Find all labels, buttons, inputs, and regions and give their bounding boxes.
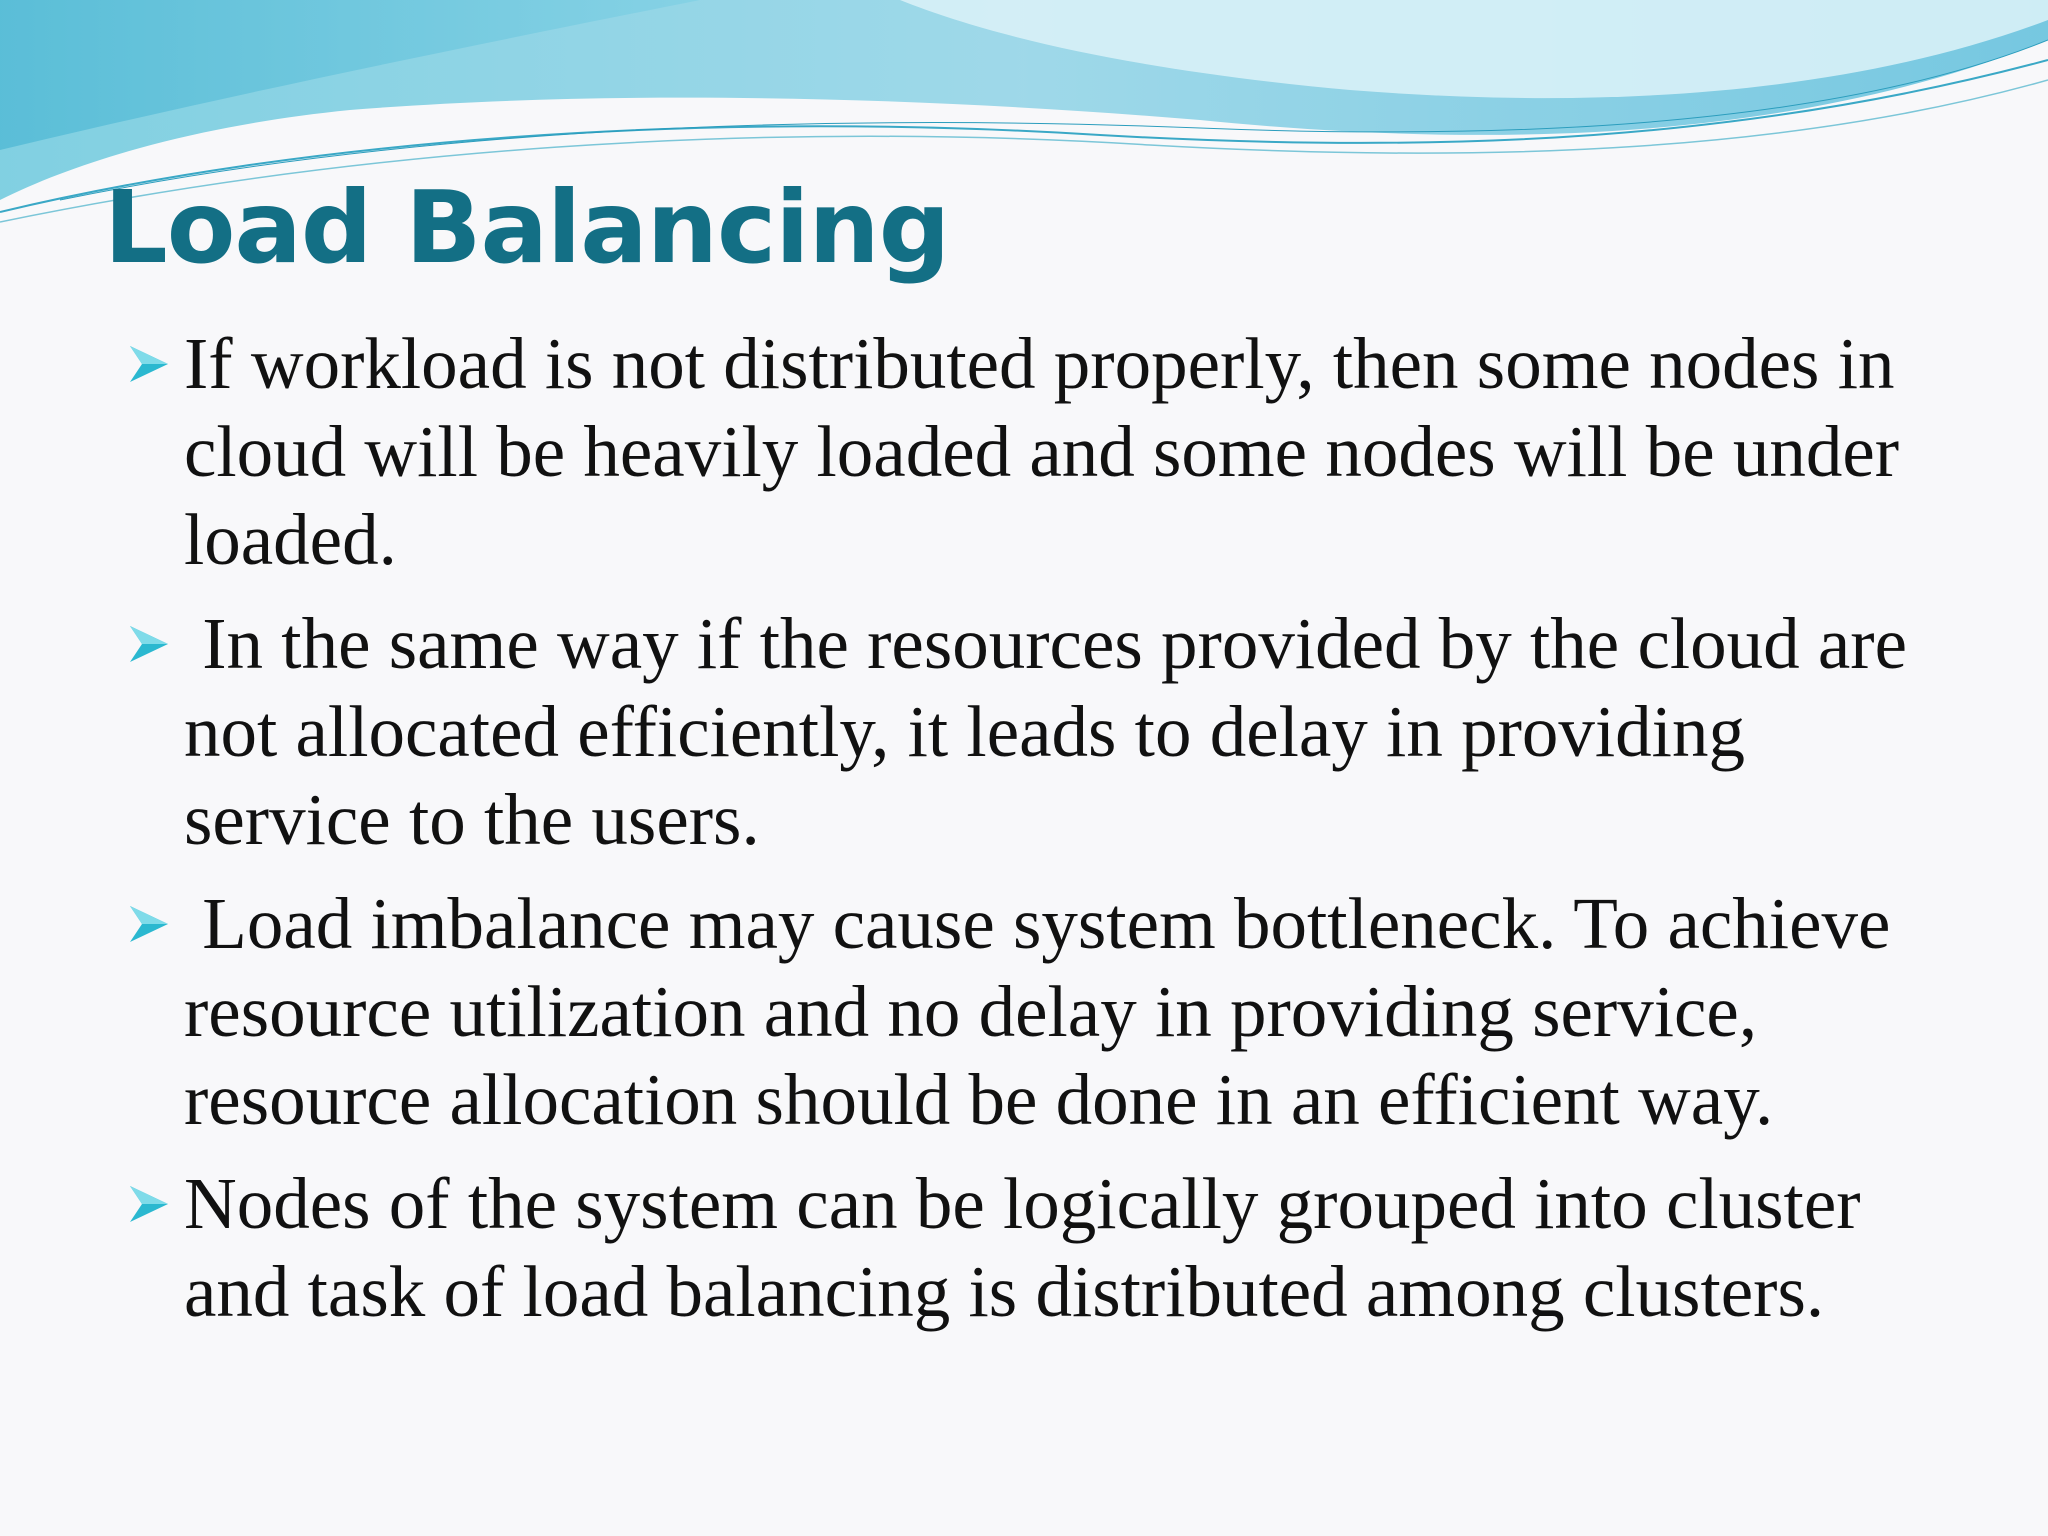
bullet-text: In the same way if the resources provided by the cloud are not allocated efficiently, it leads to delay in providing service to the users. [184, 603, 1926, 860]
arrowhead-bullet-icon [128, 902, 172, 946]
bullet-item [128, 320, 1948, 584]
bullet-text: Load imbalance may cause system bottleneck. To achieve resource utilization and no delay in providing service, resource allocation should be done in an efficient way. [184, 883, 1909, 1140]
arrowhead-bullet-icon [128, 342, 172, 386]
arrowhead-bullet-icon [128, 622, 172, 666]
slide-title: Load Balancing [104, 169, 950, 286]
bullet-item [128, 880, 1948, 1144]
arrowhead-bullet-icon [128, 1182, 172, 1226]
bullet-item [128, 1160, 1948, 1336]
bullet-list [128, 320, 1948, 1352]
bullet-text: If workload is not distributed properly, then some nodes in cloud will be heavily loaded and some nodes will be under loaded. [184, 323, 1900, 580]
bullet-text: Nodes of the system can be logically grouped into cluster and task of load balancing is distributed among clusters. [184, 1163, 1861, 1332]
bullet-item [128, 600, 1948, 864]
